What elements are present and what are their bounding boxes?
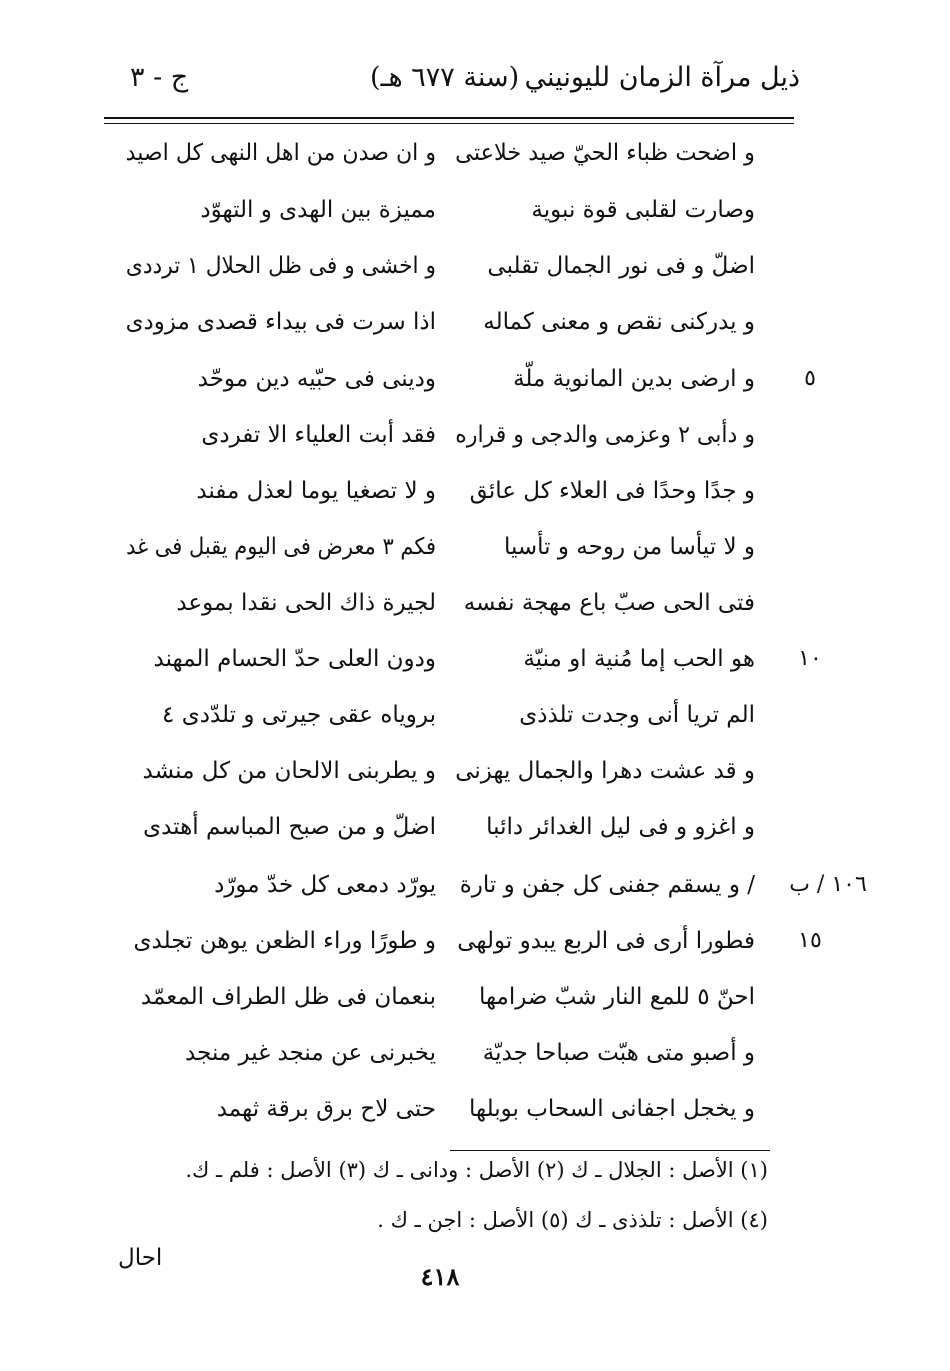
second-hemistich: و اخشى و فى ظل الحلال ١ ترددى bbox=[125, 253, 436, 279]
line-number: ١٠ bbox=[798, 646, 822, 671]
line-number: ١٥ bbox=[798, 928, 822, 953]
first-hemistich: و يدركنى نقص و معنى كماله bbox=[483, 309, 755, 335]
second-hemistich: و لا تصغيا يوما لعذل مفند bbox=[196, 478, 436, 504]
first-hemistich: وصارت لقلبى قوة نبوية bbox=[531, 197, 755, 223]
first-hemistich: احنّ ٥ للمع النار شبّ ضرامها bbox=[478, 984, 755, 1010]
footnote-line: (٤) الأصل : تلذذى ـ ك (٥) الأصل : اجن ـ ك . bbox=[377, 1208, 768, 1232]
second-hemistich: و يطربنى الالحان من كل منشد bbox=[142, 758, 436, 784]
verse-line bbox=[0, 634, 950, 684]
first-hemistich: الم تريا أنى وجدت تلذذى bbox=[519, 702, 755, 728]
header-year: (سنة ٦٧٧ هـ) bbox=[370, 62, 520, 93]
first-hemistich: / و يسقم جفنى كل جفن و تارة bbox=[459, 872, 755, 898]
second-hemistich: حتى لاح برق برقة ثهمد bbox=[216, 1096, 436, 1122]
second-hemistich: مميزة بين الهدى و التهوّد bbox=[200, 197, 436, 223]
second-hemistich: اضلّ و من صبح المباسم أهتدى bbox=[143, 814, 436, 840]
verse-line bbox=[0, 746, 950, 796]
first-hemistich: فطورا أرى فى الربع يبدو تولهى bbox=[457, 928, 755, 954]
verse-line bbox=[0, 466, 950, 516]
footnote-rule bbox=[450, 1150, 770, 1151]
header-rule bbox=[104, 117, 794, 119]
second-hemistich: اذا سرت فى بيداء قصدى مزودى bbox=[125, 309, 436, 335]
verse-line bbox=[0, 241, 950, 291]
verse-line bbox=[0, 297, 950, 347]
verse-line bbox=[0, 185, 950, 235]
running-title: ذيل مرآة الزمان لليونيني bbox=[524, 62, 800, 93]
verse-line bbox=[0, 690, 950, 740]
second-hemistich: فقد أبت العلياء الا تفردى bbox=[201, 422, 436, 448]
first-hemistich: فتى الحى صبّ باع مهجة نفسه bbox=[463, 590, 755, 616]
first-hemistich: و اغزو و فى ليل الغدائر دائبا bbox=[486, 814, 755, 840]
second-hemistich: ودون العلى حدّ الحسام المهند bbox=[153, 646, 436, 672]
verse-line bbox=[0, 128, 950, 178]
first-hemistich: هو الحب إما مُنية او منيّة bbox=[523, 646, 755, 672]
second-hemistich: فكم ٣ معرض فى اليوم يقبل فى غد bbox=[126, 534, 436, 560]
second-hemistich: بروياه عقى جيرتى و تلدّدى ٤ bbox=[162, 702, 436, 728]
verse-line bbox=[0, 410, 950, 460]
line-number: ٥ bbox=[804, 366, 816, 391]
second-hemistich: و طورًا وراء الظعن يوهن تجلدى bbox=[133, 928, 436, 954]
first-hemistich: و جدًا وحدًا فى العلاء كل عائق bbox=[469, 478, 755, 504]
second-hemistich: يخبرنى عن منجد غير منجد bbox=[185, 1040, 436, 1066]
catchword: احال bbox=[118, 1245, 163, 1271]
second-hemistich: و ان صدن من اهل النهى كل اصيد bbox=[125, 140, 436, 166]
volume-part: ج - ٣ bbox=[130, 62, 189, 93]
first-hemistich: و يخجل اجفانى السحاب بوبلها bbox=[468, 1096, 755, 1122]
verse-line bbox=[0, 522, 950, 572]
verse-line bbox=[0, 916, 950, 966]
first-hemistich: و أصبو متى هبّت صباحا جديّة bbox=[482, 1040, 755, 1066]
page-number: ٤١٨ bbox=[420, 1262, 460, 1291]
first-hemistich: و دأبى ٢ وعزمى والدجى و قراره bbox=[455, 422, 755, 448]
verse-line bbox=[0, 972, 950, 1022]
footnote-line: (١) الأصل : الجلال ـ ك (٢) الأصل : ودانى ـ ك (٣) الأصل : فلم ـ ك. bbox=[185, 1158, 768, 1182]
second-hemistich: ودينى فى حبّيه دين موحّد bbox=[197, 366, 436, 392]
first-hemistich: و لا تيأسا من روحه و تأسيا bbox=[503, 534, 755, 560]
verse-line bbox=[0, 578, 950, 628]
verse-line bbox=[0, 860, 950, 910]
first-hemistich: اضلّ و فى نور الجمال تقلبى bbox=[487, 253, 755, 279]
second-hemistich: يورّد دمعى كل خدّ مورّد bbox=[214, 872, 436, 898]
running-header bbox=[100, 62, 800, 102]
first-hemistich: و ارضى بدين المانوية ملّة bbox=[513, 366, 755, 392]
first-hemistich: و قد عشت دهرا والجمال يهزنى bbox=[455, 758, 755, 784]
verse-line bbox=[0, 1028, 950, 1078]
verse-line bbox=[0, 354, 950, 404]
second-hemistich: لجيرة ذاك الحى نقدا بموعد bbox=[176, 590, 436, 616]
second-hemistich: بنعمان فى ظل الطراف المعمّد bbox=[140, 984, 436, 1010]
verse-line bbox=[0, 802, 950, 852]
folio-marker: ١٠٦ / ب bbox=[789, 872, 867, 897]
first-hemistich: و اضحت ظباء الحيّ صيد خلاعتى bbox=[455, 140, 755, 166]
verse-line bbox=[0, 1084, 950, 1134]
header-rule-thin bbox=[104, 123, 794, 124]
